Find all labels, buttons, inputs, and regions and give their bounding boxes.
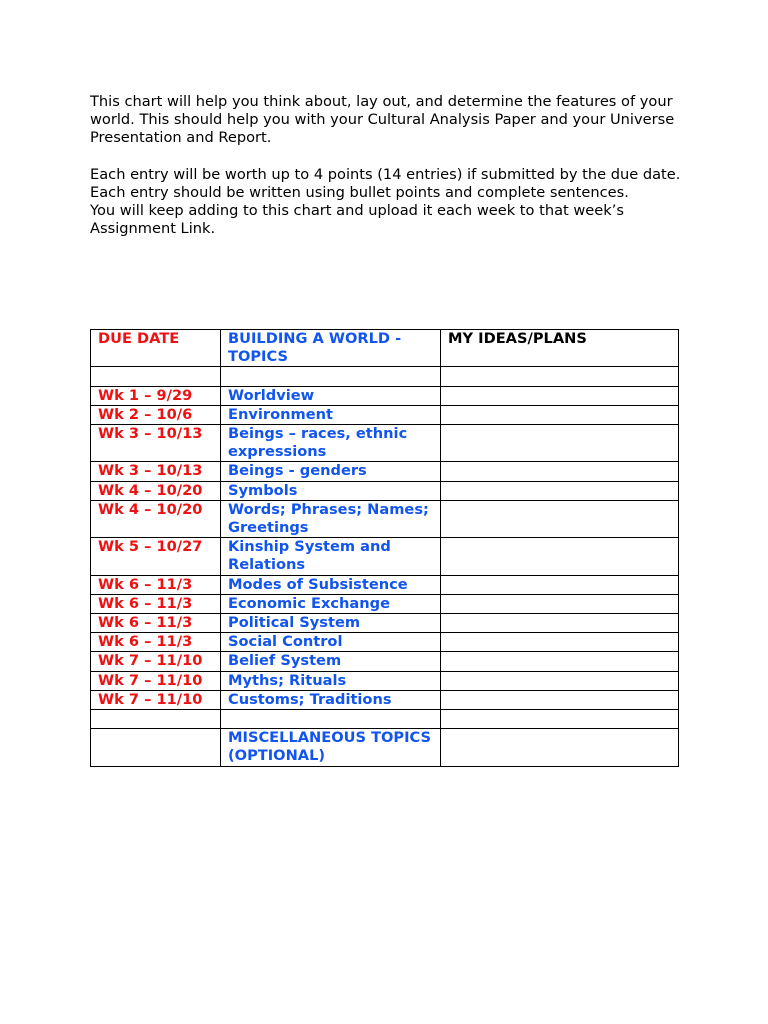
due-date-cell: Wk 6 – 11/3 xyxy=(91,633,221,652)
topic-cell: Modes of Subsistence xyxy=(221,575,441,594)
ideas-cell[interactable] xyxy=(441,690,679,709)
table-row xyxy=(91,367,679,386)
table-row xyxy=(91,614,679,633)
ideas-cell[interactable] xyxy=(441,710,679,729)
topic-cell: Economic Exchange xyxy=(221,594,441,613)
ideas-cell[interactable] xyxy=(441,462,679,481)
table-row xyxy=(91,633,679,652)
table-row xyxy=(91,462,679,481)
table-row xyxy=(91,652,679,671)
intro-paragraph-2: Each entry will be worth up to 4 points (14 entries) if submitted by the due date. xyxy=(90,165,681,183)
due-date-cell: Wk 6 – 11/3 xyxy=(91,614,221,633)
ideas-cell[interactable] xyxy=(441,386,679,405)
table-row xyxy=(91,481,679,500)
header-due-date: DUE DATE xyxy=(91,330,221,367)
table-row xyxy=(91,729,679,766)
due-date-cell: Wk 6 – 11/3 xyxy=(91,575,221,594)
table-row xyxy=(91,671,679,690)
due-date-cell: Wk 7 – 11/10 xyxy=(91,652,221,671)
topic-cell: Words; Phrases; Names; Greetings xyxy=(221,500,441,537)
ideas-cell[interactable] xyxy=(441,367,679,386)
table-row xyxy=(91,405,679,424)
topic-cell: MISCELLANEOUS TOPICS (OPTIONAL) xyxy=(221,729,441,766)
table-row xyxy=(91,425,679,462)
due-date-cell: Wk 7 – 11/10 xyxy=(91,690,221,709)
table-row xyxy=(91,710,679,729)
table-header-row xyxy=(91,330,679,367)
due-date-cell xyxy=(91,710,221,729)
due-date-cell xyxy=(91,729,221,766)
due-date-cell: Wk 4 – 10/20 xyxy=(91,481,221,500)
topic-cell: Beings – races, ethnic expressions xyxy=(221,425,441,462)
ideas-cell[interactable] xyxy=(441,481,679,500)
paragraph-gap xyxy=(90,148,690,166)
topic-cell: Environment xyxy=(221,405,441,424)
ideas-cell[interactable] xyxy=(441,729,679,766)
topic-cell: Kinship System and Relations xyxy=(221,538,441,575)
table-row xyxy=(91,594,679,613)
due-date-cell: Wk 1 – 9/29 xyxy=(91,386,221,405)
ideas-cell[interactable] xyxy=(441,500,679,537)
table-row xyxy=(91,386,679,405)
due-date-cell: Wk 6 – 11/3 xyxy=(91,594,221,613)
ideas-cell[interactable] xyxy=(441,671,679,690)
ideas-cell[interactable] xyxy=(441,538,679,575)
ideas-cell[interactable] xyxy=(441,652,679,671)
due-date-cell: Wk 5 – 10/27 xyxy=(91,538,221,575)
header-ideas: MY IDEAS/PLANS xyxy=(441,330,679,367)
topic-cell: Worldview xyxy=(221,386,441,405)
due-date-cell xyxy=(91,367,221,386)
ideas-cell[interactable] xyxy=(441,405,679,424)
ideas-cell[interactable] xyxy=(441,633,679,652)
topic-cell: Political System xyxy=(221,614,441,633)
due-date-cell: Wk 7 – 11/10 xyxy=(91,671,221,690)
due-date-cell: Wk 3 – 10/13 xyxy=(91,462,221,481)
table-row xyxy=(91,575,679,594)
topic-cell xyxy=(221,710,441,729)
intro-paragraph-3: Each entry should be written using bullet points and complete sentences. xyxy=(90,183,629,201)
topic-cell: Beings - genders xyxy=(221,462,441,481)
ideas-cell[interactable] xyxy=(441,425,679,462)
topic-cell: Symbols xyxy=(221,481,441,500)
topic-cell: Customs; Traditions xyxy=(221,690,441,709)
intro-paragraph-1: This chart will help you think about, lay out, and determine the features of your world. This should help you with your Cultural Analysis Paper and your Universe Presentation and Report. xyxy=(90,93,675,147)
due-date-cell: Wk 4 – 10/20 xyxy=(91,500,221,537)
ideas-cell[interactable] xyxy=(441,594,679,613)
topic-cell: Belief System xyxy=(221,652,441,671)
topic-cell xyxy=(221,367,441,386)
topic-cell: Social Control xyxy=(221,633,441,652)
intro-paragraph-4: You will keep adding to this chart and upload it each week to that week’s Assignment Link. xyxy=(90,202,624,238)
due-date-cell: Wk 2 – 10/6 xyxy=(91,405,221,424)
table-row xyxy=(91,500,679,537)
due-date-cell: Wk 3 – 10/13 xyxy=(91,425,221,462)
world-building-chart xyxy=(90,329,679,767)
table-row xyxy=(91,538,679,575)
topic-cell: Myths; Rituals xyxy=(221,671,441,690)
ideas-cell[interactable] xyxy=(441,575,679,594)
intro-text xyxy=(90,93,690,238)
header-topics: BUILDING A WORLD - TOPICS xyxy=(221,330,441,367)
ideas-cell[interactable] xyxy=(441,614,679,633)
table-row xyxy=(91,690,679,709)
